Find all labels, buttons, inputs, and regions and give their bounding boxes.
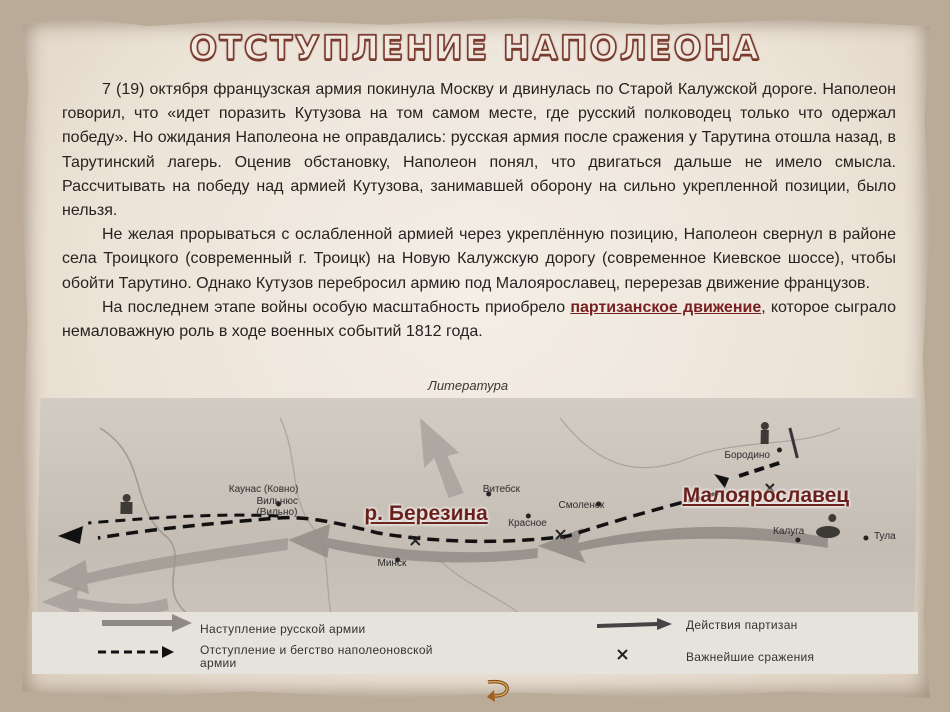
partisan-arrow <box>789 428 798 458</box>
legend-retreat-arrowhead <box>162 646 174 658</box>
map-label-smolensk: Смоленск <box>558 500 605 511</box>
partisan-movement-link[interactable]: партизанское движение <box>570 298 762 316</box>
river-line <box>559 418 840 468</box>
map-label-borodino: Бородино <box>724 450 771 461</box>
paragraph-3-end: , которое сыграло немаловажную роль в ходе военных событий 1812 года. <box>62 298 897 341</box>
map-legend <box>32 612 918 674</box>
paragraph-3 <box>62 296 896 344</box>
russian-advance-arrow <box>419 418 465 498</box>
legend-battles: Важнейшие сражения <box>686 650 815 664</box>
map-label-maloyaroslavets: Малоярославец <box>682 484 850 507</box>
literature-link[interactable]: Литература <box>427 378 509 393</box>
legend-partisans: Действия партизан <box>686 618 798 632</box>
page-title: ОТСТУПЛЕНИЕ НАПОЛЕОНА <box>189 28 761 67</box>
paragraph-3-start: На последнем этапе войны особую масштабность приобрело <box>102 298 571 316</box>
russian-advance-arrow <box>47 538 288 594</box>
map-label-vitebsk: Витебск <box>482 484 521 495</box>
paragraph-2: Не желая прорываться с ослабленной армией через укреплённую позицию, Наполеон свернул в районе села Троицкого (современный г. Троицк) на Новую Калужскую дорогу (современное Киевское шоссе), чтобы обойти Тарутино. Однако Кутузов перебросил армию под Малоярославец, перерезав движение французов. <box>62 226 896 292</box>
map-label-minsk: Минск <box>377 558 407 569</box>
return-arrow-graphic <box>484 676 514 706</box>
body-text <box>62 78 896 344</box>
paragraph-1: 7 (19) октября французская армия покинула Москву и двинулась по Старой Калужской дороге. Наполеон говорил, что «идет поразить Кутузова на том самом месте, где русский полководец только что одержал победу». Но ожидания Наполеона не оправдались: русская армия после сражения у Тарутина отошла назад, в Тарутинский лагерь. Оценив обстановку, Наполеон понял, что двигаться дальше не имело смысла. Рассчитывать на победу над армией Кутузова, занимавшей оборону на сильно укрепленной позиции, было нельзя. <box>62 81 896 220</box>
map-label-tula: Тула <box>873 531 896 542</box>
map-label-kaluga: Калуга <box>772 526 805 537</box>
legend-advance-arrow <box>102 614 192 632</box>
map-label-berezina: р. Березина <box>364 502 489 525</box>
legend-russian-advance: Наступление русской армии <box>200 622 366 636</box>
map-label-kaunas: Каунас (Ковно) <box>228 484 299 495</box>
legend-partisan-arrow <box>597 618 672 630</box>
legend-battle-cross <box>618 650 627 659</box>
legend-french-retreat: Отступление и бегство наполеоновской армии <box>200 643 433 670</box>
river-line <box>97 428 190 613</box>
map-label-krasnoe: Красное <box>508 518 547 529</box>
french-retreat-arrowhead <box>58 526 83 544</box>
french-retreat-path <box>739 463 779 476</box>
map-label-vilnius: Вильнюс (Вильно) <box>256 496 298 518</box>
return-arrow-icon[interactable] <box>484 676 514 706</box>
